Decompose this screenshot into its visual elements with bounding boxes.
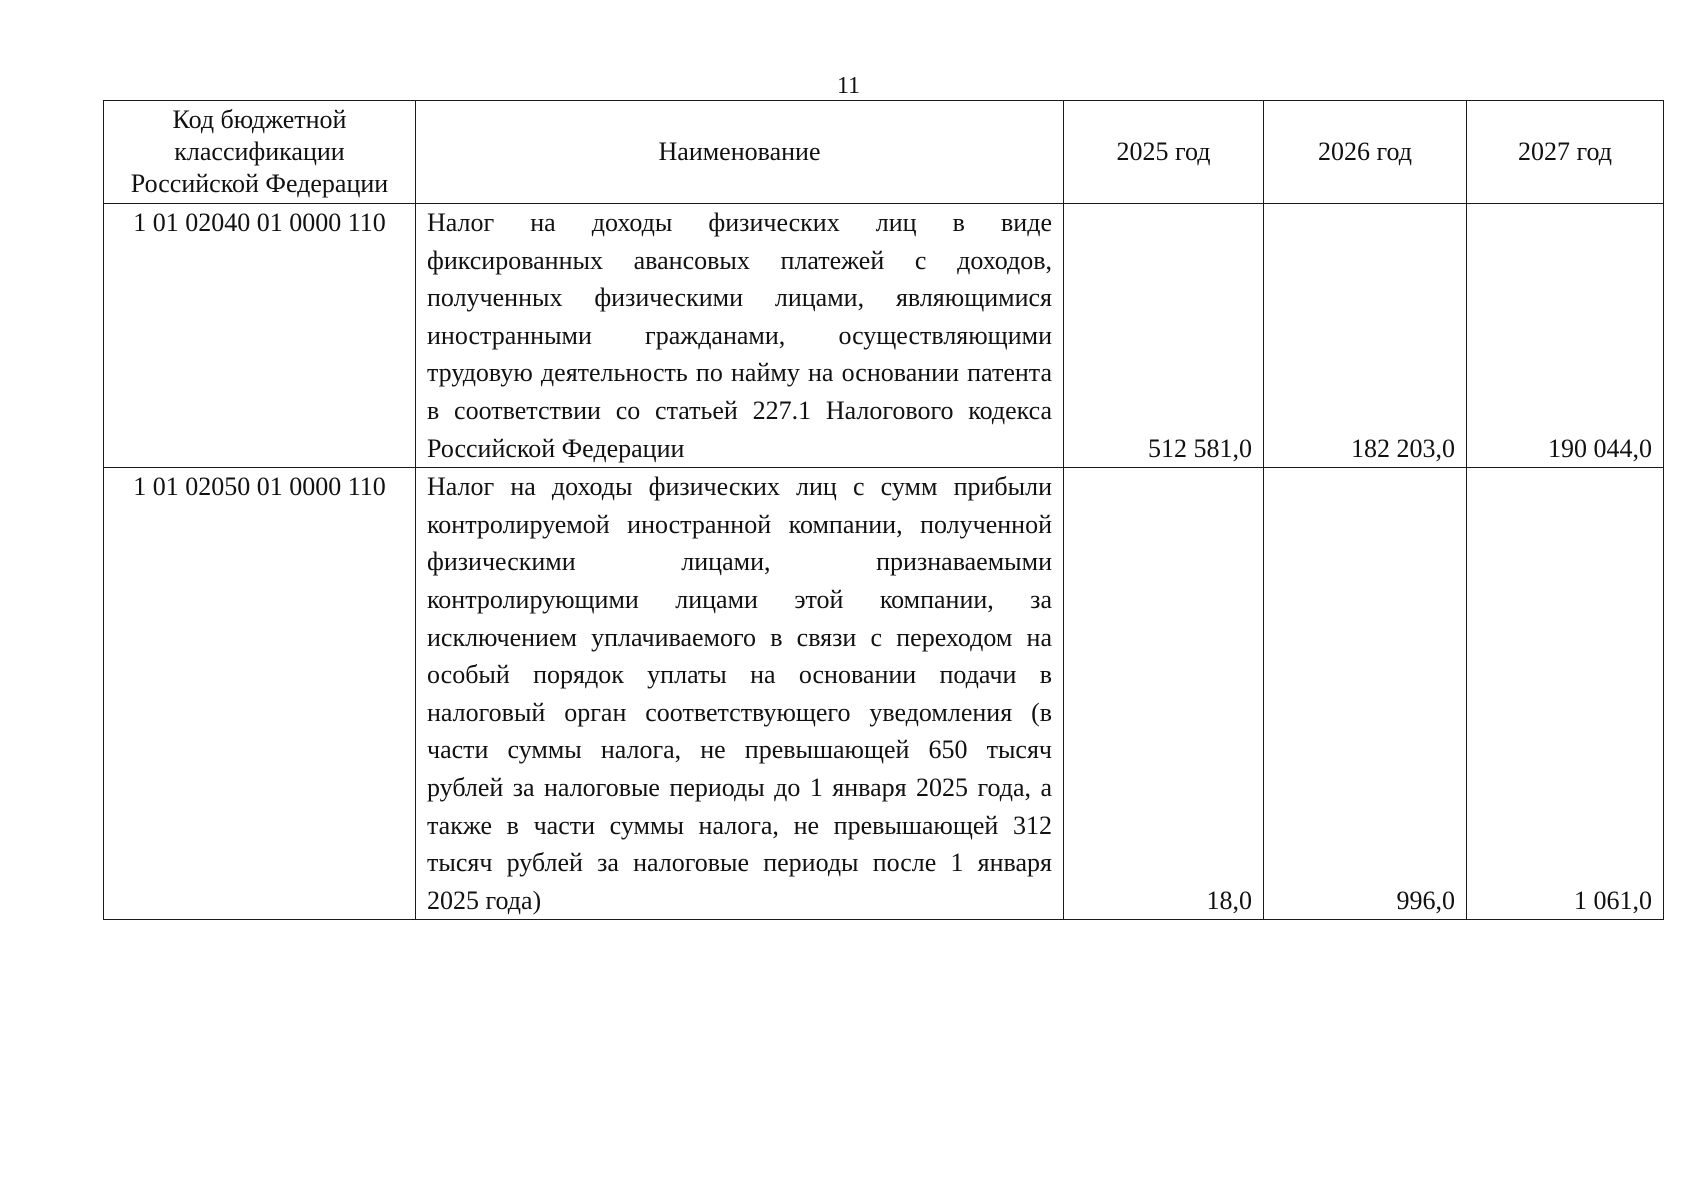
row-name: Налог на доходы физических лиц с сумм прибыли контролируемой иностранной компании, полученной физическими лицами, признаваемыми контролирующими лицами этой компании, за исключением уплачиваемого в связи с переходом на особый порядок уплаты на основании подачи в налоговый орган соответствующего уведомления (в части суммы налога, не превышающей 650 тысяч рублей за налоговые периоды до 1 января 2025 года, а также в части суммы налога, не превышающей 312 тысяч рублей за налоговые периоды после 1 января 2025 года) [416,468,1064,920]
table-row [104,468,1664,920]
header-name: Наименование [416,101,1064,204]
row-value-2027: 190 044,0 [1467,204,1664,468]
row-value-2025: 512 581,0 [1064,204,1264,468]
row-value-2026: 182 203,0 [1264,204,1467,468]
row-value-2025: 18,0 [1064,468,1264,920]
row-name: Налог на доходы физических лиц в виде фиксированных авансовых платежей с доходов, полученных физическими лицами, являющимися иностранными гражданами, осуществляющими трудовую деятельность по найму на основании патента в соответствии со статьей 227.1 Налогового кодекса Российской Федерации [416,204,1064,468]
row-code: 1 01 02050 01 0000 110 [104,468,416,920]
table-row [104,204,1664,468]
row-value-2026: 996,0 [1264,468,1467,920]
row-code: 1 01 02040 01 0000 110 [104,204,416,468]
budget-revenue-table [103,100,1664,920]
page-number: 11 [836,73,861,99]
row-value-2027: 1 061,0 [1467,468,1664,920]
header-year-2026: 2026 год [1264,101,1467,204]
header-year-2025: 2025 год [1064,101,1264,204]
table-header-row [104,101,1664,204]
header-code: Код бюджетной классификации Российской Федерации [104,101,416,204]
header-year-2027: 2027 год [1467,101,1664,204]
